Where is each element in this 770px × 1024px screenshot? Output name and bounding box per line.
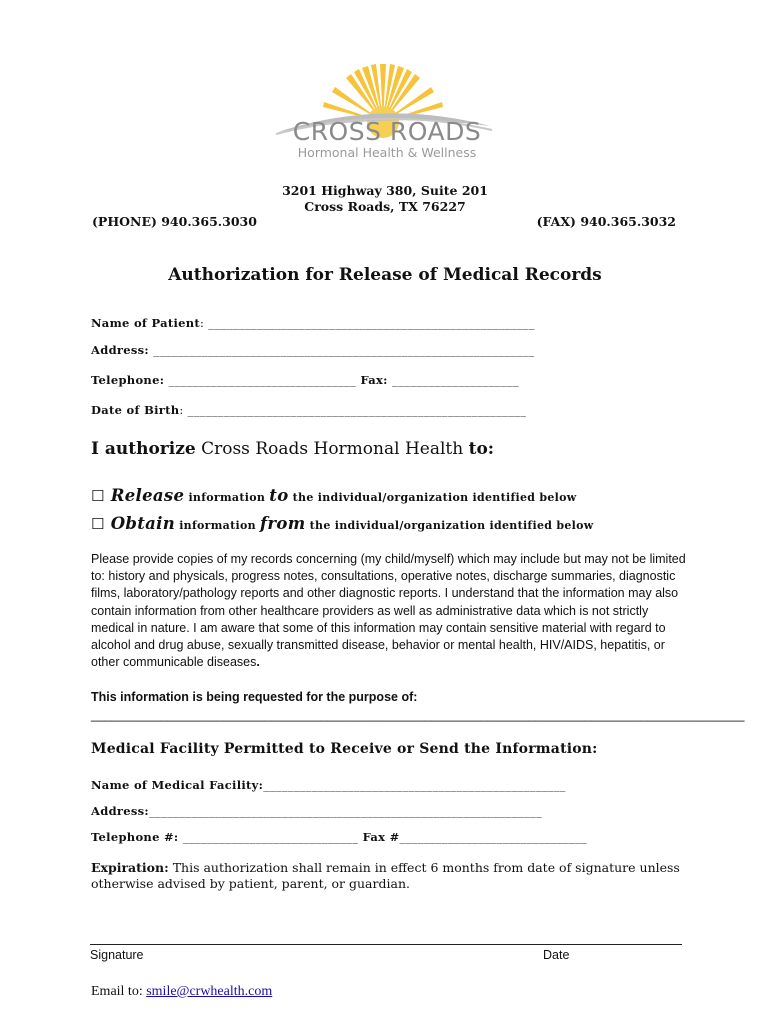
patient-name-label: Name of Patient: [91, 316, 201, 330]
obtain-prep: from: [260, 514, 306, 533]
fax-number: (FAX) 940.365.3032: [536, 214, 676, 229]
authorize-heading: [91, 439, 494, 459]
patient-fax-line[interactable]: _____________________: [392, 373, 520, 387]
facility-name-field[interactable]: [91, 778, 566, 792]
patient-telephone-label: Telephone:: [91, 373, 165, 387]
release-option[interactable]: [91, 486, 577, 505]
checkbox-icon[interactable]: ☐: [91, 515, 105, 533]
release-verb: Release: [110, 486, 185, 505]
form-title: Authorization for Release of Medical Records: [168, 265, 602, 285]
authorize-suffix: to:: [468, 439, 495, 459]
date-label: Date: [543, 948, 570, 962]
signature-label: Signature: [90, 948, 144, 962]
email-label: Email to:: [91, 984, 143, 999]
expiration-text: This authorization shall remain in effect 6 months from date of signature unless otherwise advised by patient, parent, or guardian.: [91, 860, 680, 891]
facility-name-label: Name of Medical Facility:: [91, 778, 264, 792]
logo-wordmark: [272, 118, 502, 160]
patient-telephone-field[interactable]: [91, 373, 519, 387]
purpose-line[interactable]: ______________________________________________________________________________________________: [91, 708, 745, 722]
facility-address-field[interactable]: [91, 804, 542, 818]
facility-address-line[interactable]: _________________________________________________________________: [148, 804, 543, 818]
logo-name: CROSS ROADS: [292, 117, 482, 146]
logo-tagline: Hormonal Health & Wellness: [297, 145, 477, 160]
checkbox-icon[interactable]: ☐: [91, 487, 105, 505]
release-pre: information: [188, 491, 266, 504]
address-line-1: 3201 Highway 380, Suite 201: [282, 183, 488, 198]
facility-name-line[interactable]: __________________________________________________: [263, 778, 566, 792]
patient-dob-line[interactable]: ________________________________________________________: [187, 403, 527, 417]
facility-fax-label: Fax #: [362, 830, 400, 844]
facility-heading: Medical Facility Permitted to Receive or Send the Information:: [91, 741, 598, 757]
patient-dob-field[interactable]: Date of Birth: ________________________________________________________: [91, 403, 527, 417]
records-description: [91, 551, 691, 671]
email-footer: [91, 984, 272, 1000]
patient-fax-label: Fax:: [360, 373, 388, 387]
phone-number: (PHONE) 940.365.3030: [92, 214, 257, 229]
facility-telephone-field[interactable]: [91, 830, 587, 844]
facility-telephone-label: Telephone #:: [91, 830, 179, 844]
patient-address-label: Address:: [91, 343, 149, 357]
patient-telephone-line[interactable]: _______________________________: [168, 373, 357, 387]
email-link[interactable]: smile@crwhealth.com: [146, 984, 273, 999]
obtain-post: the individual/organization identified below: [309, 519, 594, 532]
patient-dob-label: Date of Birth: [91, 403, 180, 417]
facility-address-label: Address:: [91, 804, 149, 818]
expiration-notice: [91, 860, 701, 892]
records-description-text: Please provide copies of my records concerning (my child/myself) which may include but may not be limited to: history and physicals, progress notes, consultations, operative notes, discharge summaries, diagnostic films, laboratory/pathology reports and other diagnostic reports. I understand that the information may also contain information from other healthcare providers as well as administrative data which is not strictly medical in nature. I am aware that some of this information may contain sensitive material with regard to alcohol and drug abuse, sexually transmitted disease, behavior or mental health, HIV/AIDS, hepatitis, or other communicable diseases: [91, 552, 686, 670]
facility-fax-line[interactable]: _______________________________: [399, 830, 588, 844]
obtain-verb: Obtain: [110, 514, 176, 533]
records-description-period: .: [256, 655, 260, 670]
patient-address-line[interactable]: _______________________________________________________________: [153, 343, 535, 357]
release-post: the individual/organization identified below: [292, 491, 577, 504]
purpose-label: This information is being requested for the purpose of:: [91, 690, 418, 704]
release-prep: to: [269, 486, 289, 505]
authorize-prefix: I authorize: [91, 439, 196, 459]
address-line-2: Cross Roads, TX 76227: [304, 199, 466, 214]
expiration-label: Expiration:: [91, 860, 169, 875]
authorize-entity: Cross Roads Hormonal Health: [201, 439, 464, 459]
patient-name-field[interactable]: Name of Patient: ______________________________________________________: [91, 316, 535, 330]
signature-line[interactable]: [90, 944, 682, 945]
obtain-option[interactable]: [91, 514, 594, 533]
patient-name-line[interactable]: ______________________________________________________: [208, 316, 535, 330]
obtain-pre: information: [179, 519, 256, 532]
patient-address-field[interactable]: [91, 343, 534, 357]
facility-telephone-line[interactable]: _____________________________: [182, 830, 359, 844]
